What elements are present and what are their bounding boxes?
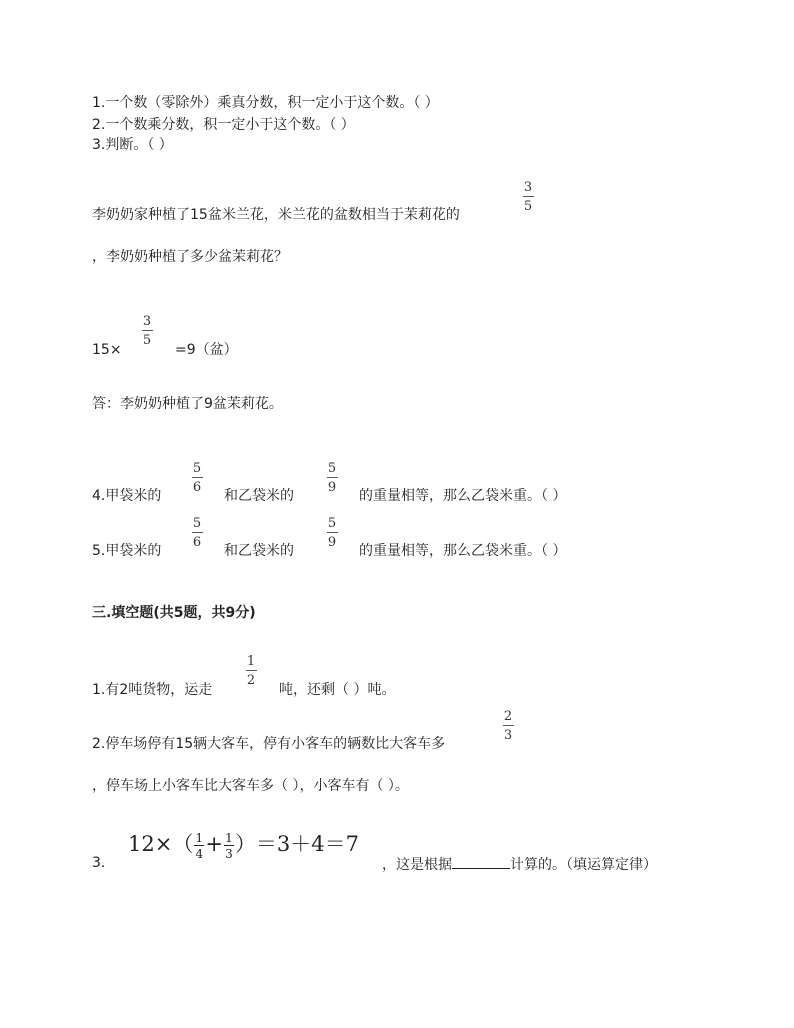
q5-text-c: 的重量相等，那么乙袋米重。（ ）: [359, 543, 567, 559]
q4-fraction-2: [322, 462, 342, 494]
formula-part-a: 12×（: [128, 832, 194, 856]
fraction-numerator: 1: [195, 830, 204, 845]
q3-problem-text-a: 李奶奶家种植了15盆米兰花，米兰花的盆数相当于茉莉花的: [92, 207, 460, 223]
fraction-denominator: 5: [523, 199, 533, 214]
q3-problem-text-b: ，李奶奶种植了多少盆茉莉花？: [92, 249, 288, 265]
fill-q3-formula: [128, 828, 359, 860]
q5-text-b: 和乙袋米的: [224, 543, 294, 559]
fill-q1-text-a: 1.有2吨货物，运走: [92, 682, 213, 698]
section-title: 三.填空题(共5题，共9分): [92, 605, 256, 621]
fraction-denominator: 2: [246, 673, 256, 688]
q3-calc-fraction: [137, 315, 157, 347]
fill-q2-text-b: ，停车场上小客车比大客车多（ ），小客车有（ ）。: [92, 778, 409, 794]
q5-fraction-1: [187, 517, 207, 549]
fill-q3-text-b: 计算的。（填运算定律）: [510, 857, 657, 873]
fraction-numerator: 2: [503, 709, 513, 724]
fraction-denominator: 9: [327, 535, 337, 550]
fraction-numerator: 5: [327, 461, 337, 476]
fraction-denominator: 4: [195, 846, 204, 861]
question-3: 3.判断。（ ）: [92, 137, 173, 153]
q5-text-a: 5.甲袋米的: [92, 543, 162, 559]
fraction-numerator: 1: [246, 654, 256, 669]
fraction-numerator: 3: [142, 314, 152, 329]
fraction-denominator: 9: [327, 480, 337, 495]
fill-q3-number: 3.: [92, 855, 106, 871]
fraction-denominator: 5: [142, 333, 152, 348]
q4-fraction-1: [187, 462, 207, 494]
fraction-denominator: 3: [503, 728, 513, 743]
fraction-denominator: 6: [192, 480, 202, 495]
q4-text-a: 4.甲袋米的: [92, 488, 162, 504]
formula-part-b: ）＝3＋4＝7: [234, 832, 360, 856]
fill-q2-text-a: 2.停车场停有15辆大客车，停有小客车的辆数比大客车多: [92, 736, 446, 752]
question-1: 1.一个数（零除外）乘真分数，积一定小于这个数。（ ）: [92, 95, 439, 111]
q4-text-b: 和乙袋米的: [224, 488, 294, 504]
q3-calc-a: 15×: [92, 342, 122, 358]
formula-fraction-2: [224, 832, 234, 860]
fraction-denominator: 6: [192, 535, 202, 550]
fill-q1-fraction: [241, 655, 261, 687]
q3-problem-fraction: [518, 181, 538, 213]
fill-q1-text-b: 吨，还剩（ ）吨。: [279, 682, 396, 698]
question-2: 2.一个数乘分数，积一定小于这个数。（ ）: [92, 117, 355, 133]
fraction-numerator: 5: [192, 516, 202, 531]
fraction-numerator: 5: [192, 461, 202, 476]
fraction-numerator: 5: [327, 516, 337, 531]
fraction-numerator: 3: [523, 180, 533, 195]
fraction-numerator: 1: [225, 830, 233, 845]
q5-fraction-2: [322, 517, 342, 549]
answer-blank[interactable]: [452, 856, 510, 869]
formula-plus: +: [205, 832, 223, 856]
fill-q3-text: [382, 856, 657, 872]
fraction-denominator: 3: [225, 846, 233, 861]
q3-calc-b: =9（盆）: [175, 342, 238, 358]
q3-answer: 答：李奶奶种植了9盆茉莉花。: [92, 396, 283, 412]
q4-text-c: 的重量相等，那么乙袋米重。（ ）: [359, 488, 567, 504]
fill-q3-text-a: ，这是根据: [382, 857, 452, 873]
fill-q2-fraction: [498, 710, 518, 742]
formula-fraction-1: [194, 832, 204, 860]
